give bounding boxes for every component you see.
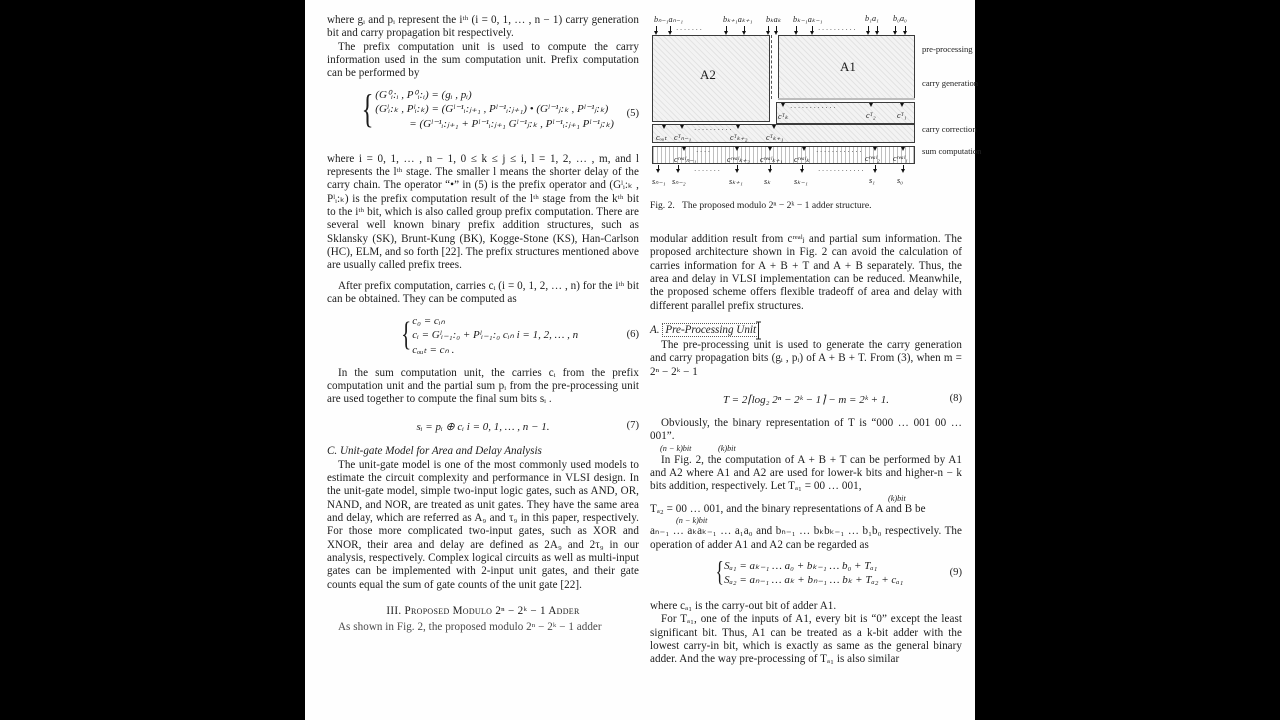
figure-sc-arrow-1 bbox=[735, 147, 739, 151]
figure-output-arrow-6 bbox=[901, 169, 905, 173]
figure-carry-gen-label-2: cᵀ₁ bbox=[897, 111, 907, 120]
figure-stage-label-pre-processing: pre-processing bbox=[922, 44, 973, 54]
figure-output-label-6: s₀ bbox=[897, 176, 904, 185]
figure-sum-carry-label-0: cʳᵉᵃˡₙ₋₁ bbox=[674, 155, 697, 164]
figure-cg-arrow-2 bbox=[900, 103, 904, 107]
figure-sc-dots-b: ············ bbox=[816, 148, 864, 156]
equation-9-line1: Sₐ₁ = aₖ₋₁ … a₀ + bₖ₋₁ … b₀ + Tₐ₁ bbox=[724, 559, 878, 572]
figure-cg-arrow-1 bbox=[869, 103, 873, 107]
figure-block-a1-label: A1 bbox=[840, 59, 856, 74]
left-column bbox=[327, 14, 639, 633]
figure-carry-gen-label-1: cᵀ₂ bbox=[866, 111, 876, 120]
figure-sc-arrow-0 bbox=[682, 147, 686, 151]
figure-sc-arrow-2 bbox=[768, 147, 772, 151]
heading-pre-processing-unit-label: Pre-Processing Unit bbox=[665, 324, 757, 337]
equation-7 bbox=[327, 414, 639, 436]
paragraph-ta2-lead: Tₐ₂ = 00 … 001, and the binary representations of A and B be bbox=[650, 502, 926, 515]
figure-output-label-5: s₁ bbox=[869, 176, 876, 185]
paragraph-obviously-binary: Obviously, the binary representation of T is “000 … 001 00 … 001”. bbox=[650, 417, 962, 443]
figure-stage-label-carry-correction: carry correction bbox=[922, 124, 977, 134]
figure-output-arrow-2 bbox=[735, 169, 739, 173]
figure-2-caption bbox=[650, 200, 962, 211]
figure-carry-gen-label-0: cᵀₖ bbox=[778, 112, 789, 121]
figure-cc-arrow-1 bbox=[680, 125, 684, 129]
equation-6 bbox=[327, 314, 639, 360]
figure-sum-carry-label-5: cʳᵉᵃˡ₁ bbox=[893, 154, 908, 163]
figure-stage-label-sum-computation: sum computation bbox=[922, 146, 982, 156]
figure-divider-dashed bbox=[771, 35, 772, 99]
paragraph-unit-gate-model: The unit-gate model is one of the most commonly used models to estimate the circuit complexity and performance in VLSI design. In the unit-gate model, simple two-input logic gates, such as AND, OR, NAND, and NOR, are treated as unit gates. They have the same area and delay, which are referred as A₉ and τ₉ in this paper, respectively. For those more complicated two-input gates, such as XOR and XNOR, their area and delay are defined as 2A₉ and 2τ₉ in our analysis, respectively. Complex logical circuits as well as multi-input gates can be implemented with 2-input unit gates, and their gate counts equal the sum of gate counts of the unit gate [22]. bbox=[327, 458, 639, 591]
figure-output-label-1: sₙ₋₂ bbox=[672, 177, 686, 186]
heading-pre-processing-unit bbox=[650, 323, 962, 337]
equation-5-number: (5) bbox=[626, 107, 639, 119]
figure-2 bbox=[650, 14, 982, 196]
heading-section-iii: III. Proposed Modulo 2ⁿ − 2ᵏ − 1 Adder bbox=[386, 604, 580, 617]
figure-carry-correction-band bbox=[652, 124, 915, 143]
equation-5-line2: (Gˡᵢ:ₖ , Pˡᵢ:ₖ) = (Gˡ⁻¹ᵢ:ⱼ₊₁ , Pˡ⁻¹ᵢ:ⱼ₊₁) • (Gˡ⁻¹ⱼ:ₖ , Pˡ⁻¹ⱼ:ₖ) bbox=[375, 103, 609, 116]
figure-input-label-3: bₖ₋₁aₖ₋₁ bbox=[793, 15, 823, 24]
figure-output-dots-a: ······· bbox=[694, 167, 722, 175]
equation-7-line1: sᵢ = pᵢ ⊕ cᵢ i = 0, 1, … , n − 1. bbox=[416, 420, 550, 433]
paragraph-where-g-p: where gᵢ and pᵢ represent the iᵗʰ (i = 0, 1, … , n − 1) carry generation bit and carry propagation bit respectively. bbox=[327, 14, 639, 40]
equation-9-brace: { bbox=[715, 557, 724, 589]
figure-sum-carry-label-1: cʳᵉᵃˡₖ₊₂ bbox=[727, 155, 750, 164]
equation-6-line1: c₀ = cᵢₙ bbox=[412, 314, 445, 327]
figure-cc-arrow-2 bbox=[736, 125, 740, 129]
figure-input-label-2: bₖaₖ bbox=[766, 15, 782, 24]
figure-2-caption-prefix: Fig. 2. bbox=[650, 200, 675, 211]
brace-label-k-2: (k)bit bbox=[888, 493, 906, 503]
figure-carry-correction-label-1: cᵀₙ₋₁ bbox=[674, 133, 692, 142]
figure-output-label-0: sₙ₋₁ bbox=[652, 177, 666, 186]
figure-output-arrow-0 bbox=[656, 169, 660, 173]
figure-cc-dots: ·········· bbox=[694, 126, 734, 134]
brace-label-n-minus-k: (n − k)bit bbox=[660, 443, 692, 453]
brace-annotation-row-3 bbox=[650, 516, 962, 525]
figure-2-caption-text: The proposed modulo 2ⁿ − 2ᵏ − 1 adder structure. bbox=[682, 200, 872, 211]
figure-output-dots-b: ············ bbox=[818, 167, 866, 175]
paragraph-binary-representations: aₙ₋₁ … aₖaₖ₋₁ … a₁a₀ and bₙ₋₁ … bₖbₖ₋₁ … b₁b₀ respectively. The operation of adder A1 and A2 can be regarded as bbox=[650, 525, 962, 551]
figure-input-label-4: b₁a₁ bbox=[865, 14, 879, 23]
figure-input-label-5: b₀a₀ bbox=[893, 14, 907, 23]
brace-annotation-row-2 bbox=[650, 494, 962, 503]
figure-carry-correction-label-2: cᵀₖ₊₂ bbox=[730, 133, 748, 142]
brace-annotation-row bbox=[650, 444, 962, 454]
heading-unit-gate-model: C. Unit-gate Model for Area and Delay Analysis bbox=[327, 444, 542, 457]
right-column bbox=[650, 14, 982, 667]
text-selection-box[interactable] bbox=[662, 323, 759, 337]
figure-input-dots-b: ·········· bbox=[818, 26, 858, 34]
equation-5-lines bbox=[375, 88, 614, 132]
brace-label-k: (k)bit bbox=[718, 443, 736, 453]
equation-9-lines bbox=[724, 559, 903, 588]
equation-6-brace: { bbox=[401, 316, 412, 354]
equation-5 bbox=[327, 88, 639, 146]
paragraph-after-prefix: After prefix computation, carries cᵢ (i = 0, 1, 2, … , n) for the iᵗʰ bit can be obtained. They can be computed as bbox=[327, 279, 639, 306]
paragraph-prefix-computation: The prefix computation unit is used to compute the carry information used in the sum computation unit. Prefix computation can be performed by bbox=[327, 40, 639, 80]
paragraph-section-iii-clipped: As shown in Fig. 2, the proposed modulo 2ⁿ − 2ᵏ − 1 adder bbox=[338, 620, 602, 633]
equation-6-line2: cᵢ = Gˡᵢ₋₁:₀ + Pˡᵢ₋₁:₀ cᵢₙ i = 1, 2, … , n bbox=[412, 329, 579, 341]
equation-6-line3: cₒᵤₜ = cₙ . bbox=[412, 343, 455, 356]
equation-6-number: (6) bbox=[626, 328, 639, 340]
figure-input-label-1: bₖ₊₁aₖ₊₁ bbox=[723, 15, 753, 24]
figure-input-dots-a: ······· bbox=[676, 26, 704, 34]
figure-output-arrow-3 bbox=[768, 169, 772, 173]
text-cursor-icon bbox=[755, 321, 762, 340]
figure-cg-dots: ············ bbox=[790, 104, 838, 112]
equation-5-brace: { bbox=[361, 86, 374, 132]
paragraph-pre-processing-unit: The pre-processing unit is used to generate the carry generation and carry propagation bits (gᵢ , pᵢ) of A + B + T. From (3), when m = 2ⁿ − 2ᵏ − 1 bbox=[650, 339, 962, 378]
figure-sum-carry-label-2: cʳᵉᵃˡₖ₊₁ bbox=[760, 155, 783, 164]
equation-9-number: (9) bbox=[949, 566, 962, 578]
equation-5-line1: (G⁰ᵢ:ᵢ , P⁰ᵢ:ᵢ) = (gᵢ , pᵢ) bbox=[375, 88, 472, 101]
equation-8-number: (8) bbox=[949, 393, 962, 405]
figure-sum-carry-label-4: cʳᵉᵃˡ₂ bbox=[865, 154, 880, 163]
equation-8 bbox=[650, 386, 962, 410]
figure-output-label-4: sₖ₋₁ bbox=[794, 177, 808, 186]
figure-sc-arrow-5 bbox=[901, 147, 905, 151]
figure-block-a2-label: A2 bbox=[700, 67, 716, 82]
figure-carry-correction-label-0: cₒᵤₜ bbox=[656, 133, 667, 142]
figure-carry-correction-label-3: cᵀₖ₊₁ bbox=[766, 133, 784, 142]
equation-5-line3: = (Gˡ⁻¹ᵢ:ⱼ₊₁ + Pˡ⁻¹ᵢ:ⱼ₊₁ Gˡ⁻¹ⱼ:ₖ , Pˡ⁻¹ᵢ:ⱼ₊₁ Pˡ⁻¹ⱼ:ₖ) bbox=[409, 117, 614, 130]
figure-output-label-2: sₖ₊₁ bbox=[729, 177, 743, 186]
paragraph-fig2-computation: In Fig. 2, the computation of A + B + T can be performed by A1 and A2 where A1 and A2 are used for lower-k bits and higher-n − k bits addition, respectively. Let Tₐ₁ = 00 … 001, bbox=[650, 453, 962, 493]
figure-output-arrow-1 bbox=[676, 169, 680, 173]
figure-stage-label-carry-generation: carry generation bbox=[922, 78, 979, 88]
figure-sc-dots-a: ···· bbox=[696, 148, 712, 156]
figure-output-arrow-4 bbox=[800, 169, 804, 173]
figure-sum-carry-label-3: cʳᵉᵃˡₖ bbox=[794, 155, 810, 164]
equation-7-number: (7) bbox=[626, 419, 639, 431]
paragraph-modular-addition-result: modular addition result from cʳᵉᵃˡⱼ and partial sum information. The proposed architecture shown in Fig. 2 can avoid the calculation of carries information for A + B + T and A + B separately. Thus, the area and delay in VLSI implementation can be reduced. Meanwhile, the proposed scheme offers flexible tradeoff of area and delay with different parallel prefix structures. bbox=[650, 233, 962, 312]
paragraph-sum-computation: In the sum computation unit, the carries cᵢ from the prefix computation unit and the partial sum pᵢ from the pre-processing unit are used together to compute the final sum bits sᵢ . bbox=[327, 366, 639, 406]
heading-pre-processing-unit-prefix: A. bbox=[650, 324, 660, 337]
paragraph-where-carry-out: where cₐ₁ is the carry-out bit of adder A1. bbox=[650, 599, 837, 612]
equation-6-lines bbox=[412, 314, 578, 358]
figure-cg-arrow-0 bbox=[781, 103, 785, 107]
brace-label-n-minus-k-2: (n − k)bit bbox=[676, 516, 708, 526]
equation-9 bbox=[650, 559, 962, 593]
figure-input-label-0: bₙ₋₁aₙ₋₁ bbox=[654, 15, 684, 24]
paragraph-ta1-inputs: For Tₐ₁, one of the inputs of A1, every bit is “0” except the least significant bit. Thus, A1 can be treated as a k-bit adder with the lowest carry-in bit, which is exactly as same as the general binary adder. And the way pre-processing of Tₐ₁ is also similar bbox=[650, 613, 962, 666]
figure-cc-arrow-0 bbox=[662, 125, 666, 129]
page-canvas[interactable] bbox=[305, 0, 982, 720]
figure-cc-arrow-3 bbox=[772, 125, 776, 129]
figure-a1-bottom-bar bbox=[778, 98, 915, 100]
equation-9-line2: Sₐ₂ = aₙ₋₁ … aₖ + bₙ₋₁ … bₖ + Tₐ₂ + cₐ₁ bbox=[724, 574, 904, 587]
figure-output-label-3: sₖ bbox=[764, 177, 771, 186]
figure-output-arrow-5 bbox=[873, 169, 877, 173]
equation-8-line1: T = 2⌈log₂ 2ⁿ − 2ᵏ − 1⌉ − m = 2ᵏ + 1. bbox=[722, 394, 889, 407]
figure-sc-arrow-3 bbox=[802, 147, 806, 151]
paragraph-where-i-stage: where i = 0, 1, … , n − 1, 0 ≤ k ≤ j ≤ i, l = 1, 2, … , m, and l represents the lᵗʰ stage. The smaller l means the shorter delay of the carry chain. The operator “•” in (5) is the prefix operator and (Gˡᵢ:ₖ , Pˡᵢ:ₖ) is the prefix computation result of the lᵗʰ stage from the kᵗʰ bit to the iᵗʰ bit, which is also called group prefix computation. There are several well known binary prefix addition structures, such as Sklansky (SK), Brunt-Kung (BK), Kogge-Stone (KS), Han-Carlson (HC), ELM, and so forth [22]. The prefix structures mentioned above are usually called prefix trees. bbox=[327, 152, 639, 272]
figure-sc-arrow-4 bbox=[873, 147, 877, 151]
